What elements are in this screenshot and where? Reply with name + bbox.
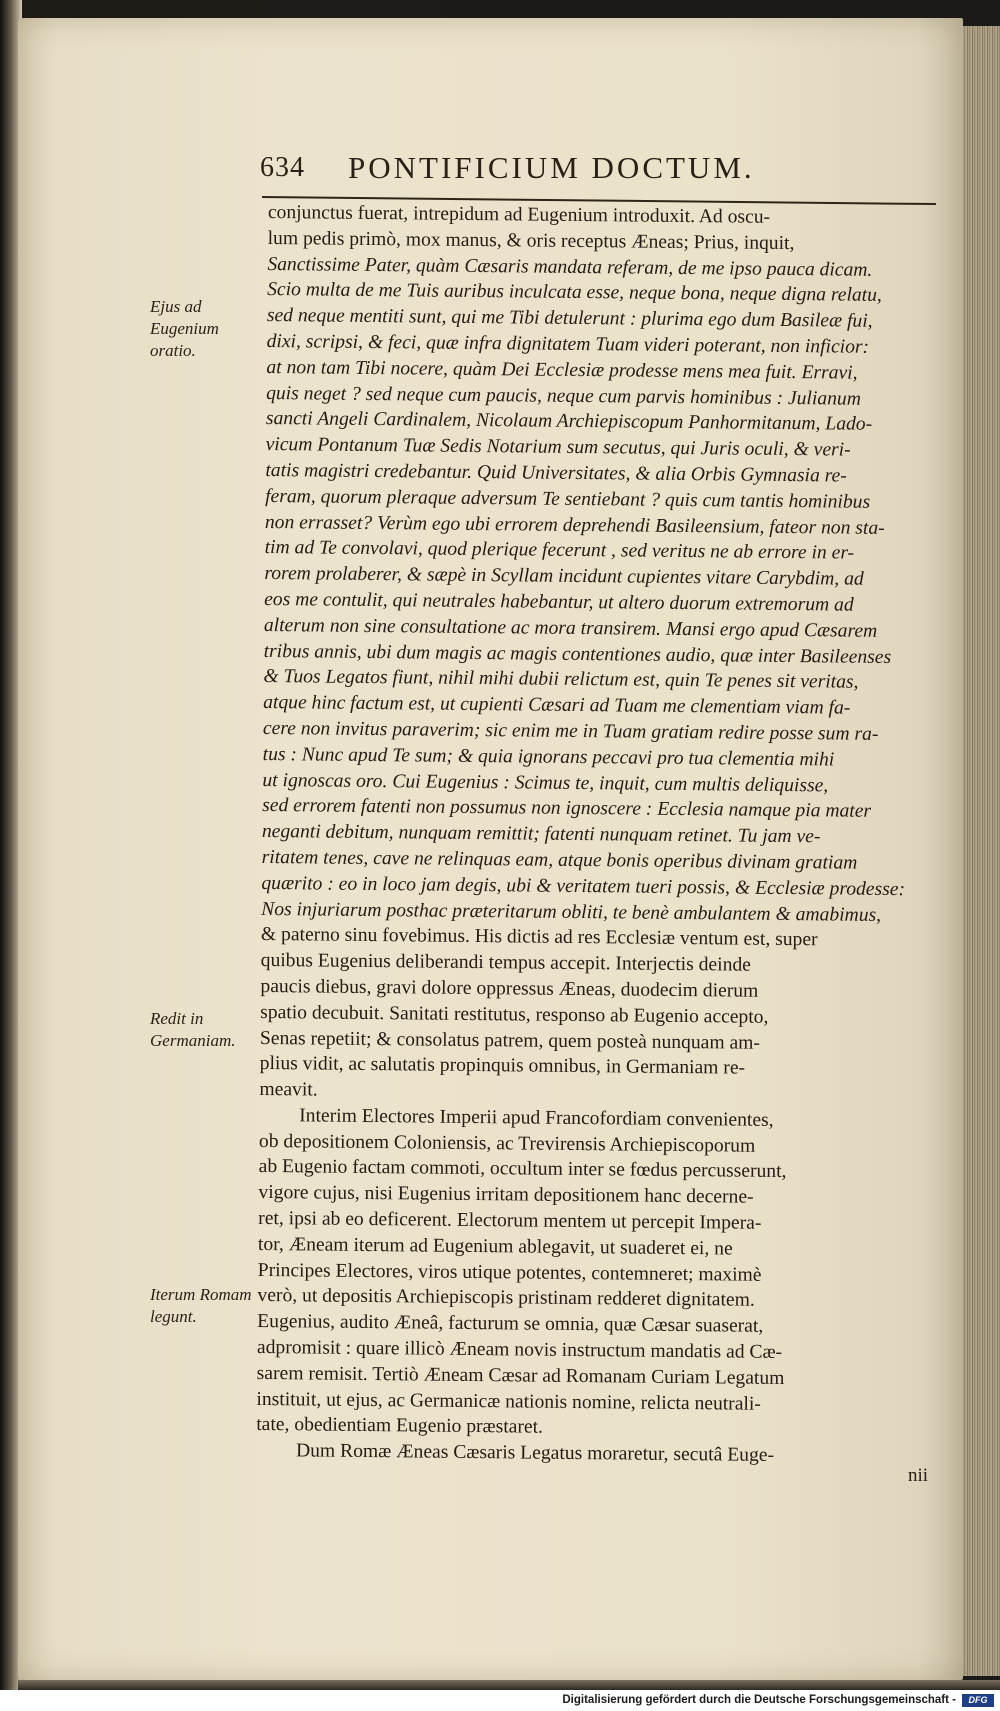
text-line: meavit. [259, 1079, 318, 1101]
text-line: ob depositionem Coloniensis, ac Trevirensis Archiepiscoporum [258, 1130, 756, 1157]
text-line: tim ad Te convolavi, quod plerique fecerunt , sed veritus ne ab errore in er- [264, 537, 855, 565]
text-line: paucis diebus, gravi dolore oppressus Æneas, duodecim dierum [260, 975, 759, 1002]
text-line: & paterno sinu fovebimus. His dictis ad res Ecclesiæ ventum est, super [260, 924, 818, 951]
text-line: non errasset? Verùm ego ubi errorem deprehendi Basileensium, fateor non sta- [264, 511, 885, 539]
text-line: adpromisit : quare illicò Æneam novis instructum mandatis ad Cæ- [256, 1337, 783, 1364]
page-number: 634 [260, 152, 305, 183]
footer-credit: Digitalisierung gefördert durch die Deutsche Forschungsgemeinschaft - [562, 1694, 956, 1706]
text-line: sarem remisit. Tertiò Æneam Cæsar ad Romanam Curiam Legatum [256, 1362, 785, 1389]
text-line: tor, Æneam iterum ad Eugenium ablegavit, ut suaderet ei, ne [257, 1233, 733, 1260]
text-line: ut ignoscas oro. Cui Eugenius : Scimus te, inquit, cum multis deliquisse, [262, 769, 829, 796]
page-header [260, 150, 940, 190]
margin-note: Iterum Romam legunt. [150, 1285, 252, 1326]
text-line: Senas repetiit; & consolatus patrem, quem posteà nunquam am- [259, 1027, 761, 1054]
catchword: nii [908, 1465, 929, 1486]
text-line: cere non invitus paraverim; sic enim me in Tuam gratiam redire posse sum ra- [262, 717, 879, 745]
text-line: instituit, ut ejus, ac Germanicæ nationis nomine, relicta neutrali- [256, 1388, 761, 1415]
text-line: quis neget ? sed neque cum paucis, neque cum parvis hominibus : Julianum [266, 382, 862, 410]
text-line: quibus Eugenius deliberandi tempus accepit. Interjectis deinde [260, 950, 752, 976]
dfg-logo-icon: DFG [962, 1694, 994, 1707]
text-line: plius vidit, ac salutatis propinquis omnibus, in Germaniam re- [259, 1053, 746, 1079]
text-line: ret, ipsi ab eo deficerent. Electorum mentem ut percepit Impera- [258, 1208, 762, 1234]
text-line: rorem prolaberer, & sæpè in Scyllam incidunt cupientes vitare Carybdim, ad [264, 563, 864, 590]
text-line: tribus annis, ubi dum magis ac magis contentiones audio, quæ inter Basileenses [263, 640, 892, 668]
text-line: lum pedis primò, mox manus, & oris receptus Æneas; Prius, inquit, [267, 227, 795, 254]
text-line: Scio multa de me Tuis auribus inculcata esse, neque bona, neque digna relatu, [267, 279, 882, 307]
text-line: at non tam Tibi nocere, quàm Dei Ecclesiæ prodesse mens mea fuit. Erravi, [266, 356, 858, 384]
paragraph-start-line: Dum Romæ Æneas Cæsaris Legatus moraretur, secutâ Euge- [295, 1440, 775, 1467]
text-line: Nos injuriarum posthac præteritarum obliti, te benè ambulantem & amabimus, [261, 898, 882, 926]
paragraph-start-line: Interim Electores Imperii apud Francofordiam convenientes, [299, 1105, 774, 1131]
text-line: vicum Pontanum Tuæ Sedis Notarium sum secutus, qui Juris oculi, & veri- [265, 434, 851, 461]
body-text [256, 200, 940, 1470]
text-line: eos me contulit, qui neutrales habebantur, ut altero duorum extremorum ad [264, 588, 854, 616]
text-line: ab Eugenio factam commoti, occultum inter se fœdus percusserunt, [258, 1156, 787, 1183]
text-line: Eugenius, audito Æneâ, facturum se omnia, quæ Cæsar suaserat, [257, 1311, 764, 1338]
text-line: tatis magistri credebantur. Quid Universitates, & alia Orbis Gymnasia re- [265, 459, 847, 487]
text-line: neganti debitum, nunquam remittit; fatenti nunquam retinet. Tu jam ve- [261, 821, 821, 848]
margin-note: Redit in Germaniam. [150, 1009, 236, 1050]
text-line: tus : Nunc apud Te sum; & quia ignorans peccavi pro tua clementia mihi [262, 743, 835, 771]
text-line: & Tuos Legatos fiunt, nihil mihi dubii relictum est, quin Te penes sit veritas, [263, 666, 859, 694]
text-line: sed errorem fatenti non possumus non ignoscere : Ecclesia namque pia mater [262, 795, 872, 823]
text-line: feram, quorum pleraque adversum Te sentiebant ? quis cum tantis hominibus [265, 485, 871, 513]
text-line: tate, obedientiam Eugenio præstaret. [256, 1414, 544, 1439]
text-line: quærito : eo in loco jam degis, ubi & veritatem tueri possis, & Ecclesiæ prodesse: [261, 872, 906, 900]
text-line: Principes Electores, viros utique potentes, contemneret; maximè [257, 1259, 762, 1286]
text-line: Sanctissime Pater, quàm Cæsaris mandata referam, de me ipso pauca dicam. [267, 253, 873, 281]
text-line: alterum non sine consultatione ac mora transirem. Mansi ergo apud Cæsarem [263, 614, 878, 642]
text-line: conjunctus fuerat, intrepidum ad Eugenium introduxit. Ad oscu- [267, 201, 771, 228]
running-title: PONTIFICIUM DOCTUM. [348, 150, 755, 185]
text-line: ritatem tenes, cave ne relinquas eam, atque bonis operibus divinam gratiam [261, 846, 858, 874]
text-line: spatio decubuit. Sanitati restitutus, responso ab Eugenio accepto, [260, 1001, 769, 1028]
text-line: vigore cujus, nisi Eugenius irritam depositionem hanc decerne- [258, 1182, 754, 1208]
margin-note: Ejus ad Eugenium oratio. [150, 297, 219, 360]
text-line: atque hinc factum est, ut cupienti Cæsari ad Tuam me clementiam viam fa- [263, 692, 851, 719]
page-fore-edge [963, 26, 1000, 1676]
text-line: verò, ut depositis Archiepiscopis pristinam redderet dignitatem. [257, 1285, 755, 1312]
page-bottom-edge [18, 1680, 1000, 1690]
text-line: dixi, scripsi, & feci, quæ infra dignitatem Tuam videri poterant, non inficior: [266, 330, 870, 358]
digitization-footer [0, 1690, 1000, 1711]
text-line: sed neque mentiti sunt, qui me Tibi detulerunt : plurima ego dum Basileæ fui, [266, 305, 873, 332]
text-line: sancti Angeli Cardinalem, Nicolaum Archiepiscopum Panhormitanum, Lado- [265, 408, 873, 436]
